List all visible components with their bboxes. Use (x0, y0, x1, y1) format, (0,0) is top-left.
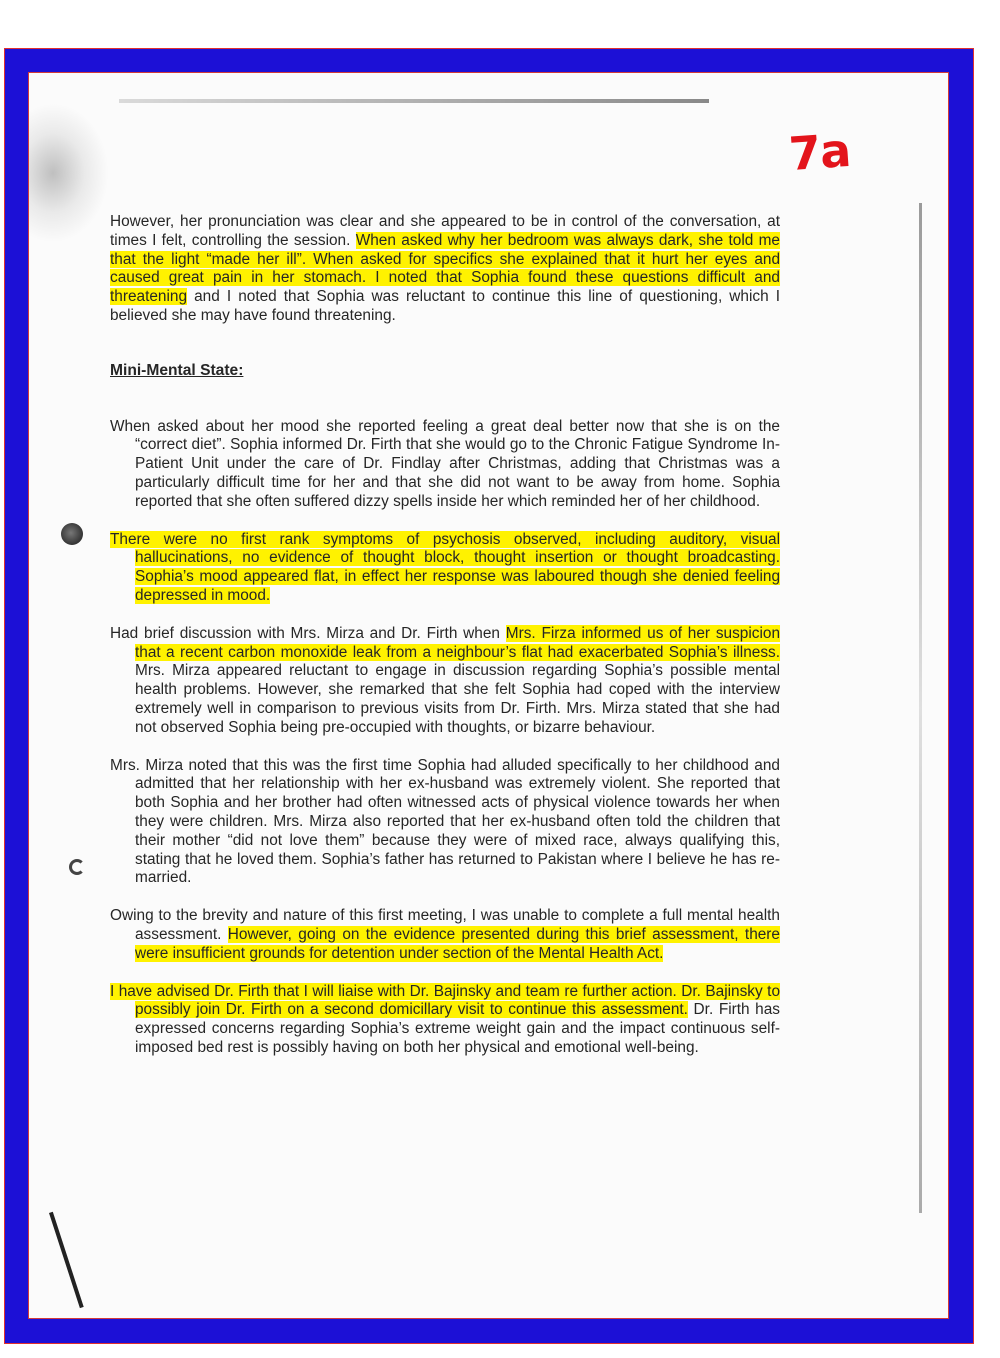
paragraph-text: Dr. Firth has expressed concerns regarding Sophia’s extreme weight gain and the impact continuous self-imposed bed rest is possibly having on both her physical and emotional well-being. (135, 1001, 780, 1056)
paragraph-text: However, her pronunciation was clear and she appeared to be in control of the conversation, at times I felt, controlling the session. (110, 213, 780, 249)
scan-smudge (29, 103, 109, 243)
scan-edge-line-bottom (49, 1212, 84, 1308)
paragraph-mood (110, 418, 780, 512)
highlighted-text: However, going on the evidence presented during this brief assessment, there were insufficient grounds for detention under section of the Mental Health Act. (135, 925, 780, 962)
paragraph-text: Mrs. Mirza noted that this was the first time Sophia had alluded specifically to her childhood and admitted that her relationship with her ex-husband was extremely violent. She reported that both Sophia and her brother had often witnessed acts of physical violence towards her when they were children. Mrs. Mirza also reported that her ex-husband often told the children that their mother “did not love them” because they were of mixed race, always qualifying this, stating that he loved them. Sophia’s father has returned to Pakistan where I believe he has re-married. (110, 756, 780, 887)
highlighted-text: When asked why her bedroom was always dark, she told me that the light “made her ill”. When asked for specifics she explained that it hurt her eyes and caused great pain in her stomach. I noted that Sophia found these questions difficult and threatening (110, 231, 780, 306)
page-number: 7a (787, 122, 852, 182)
scan-edge-line-right (919, 203, 922, 1213)
paragraph-assessment (110, 907, 780, 963)
scanned-page (28, 72, 949, 1319)
paragraph-advice (110, 983, 780, 1058)
blue-frame (4, 48, 974, 1344)
paragraph-text: Owing to the brevity and nature of this first meeting, I was unable to complete a full mental health assessment. (110, 907, 780, 943)
section-heading: Mini-Mental State: (110, 361, 244, 379)
paragraph-pronunciation (110, 213, 780, 326)
document-body (110, 213, 780, 1058)
scan-edge-line (119, 99, 709, 103)
highlighted-text: Mrs. Firza informed us of her suspicion that a recent carbon monoxide leak from a neighbour’s flat had exacerbated Sophia’s illness. (135, 624, 780, 661)
paragraph-text: When asked about her mood she reported feeling a great deal better now that she is on the “correct diet”. Sophia informed Dr. Firth that she would go to the Chronic Fatigue Syndrome In-Patient Unit under the care of Dr. Findlay after Christmas, adding that Christmas was a particularly difficult time for her and that she did not want to be away from home. Sophia reported that she often suffered dizzy spells inside her which reminded her of her childhood. (110, 417, 780, 510)
paragraph-text: Mrs. Mirza appeared reluctant to engage in discussion regarding Sophia’s possible mental health problems. However, she remarked that she felt Sophia had coped with the interview extremely well in comparison to previous visits from Dr. Firth. Mrs. Mirza stated that she had not observed Sophia being pre-occupied with thoughts, or bizarre behaviour. (135, 662, 780, 736)
paragraph-psychosis (110, 531, 780, 606)
paragraph-discussion (110, 625, 780, 738)
punch-hole-icon (61, 523, 83, 545)
punch-hole-icon (69, 859, 85, 875)
highlighted-text: I have advised Dr. Firth that I will liaise with Dr. Bajinsky and team re further action. Dr. Bajinsky to possibly join Dr. Firth on a second domicillary visit to continue this assessment. (110, 982, 780, 1019)
paragraph-childhood (110, 757, 780, 889)
paragraph-text: Had brief discussion with Mrs. Mirza and Dr. Firth when (110, 624, 506, 642)
highlighted-text: There were no first rank symptoms of psychosis observed, including auditory, visual hallucinations, no evidence of thought block, thought insertion or thought broadcasting. Sophia’s mood appeared flat, in effect her response was laboured though she denied feeling depressed in mood. (110, 530, 780, 604)
paragraph-text: and I noted that Sophia was reluctant to continue this line of questioning, which I believed she may have found threatening. (110, 288, 780, 324)
